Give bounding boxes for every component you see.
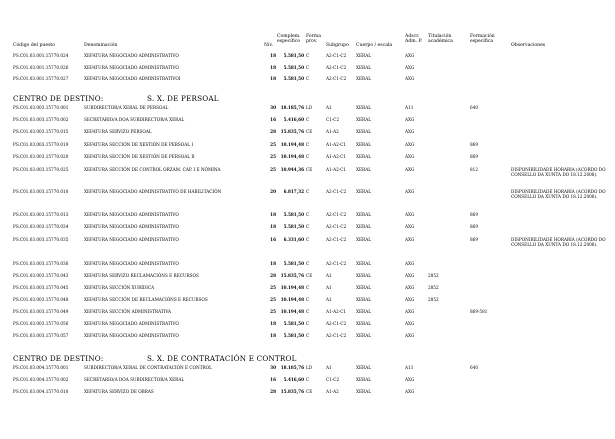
cell-adscripcion: AXG bbox=[405, 117, 415, 122]
cell-denominacion: XEFATURA SECCIÓN DE CONTROL ORZAM. CAP. I E NÓMINA bbox=[84, 167, 221, 172]
cell-denominacion: XEFATURA NEGOCIADO ADMINISTRATIVO bbox=[84, 237, 179, 242]
cell-adscripcion: AXG bbox=[405, 309, 415, 314]
header-forma: Forma prov. bbox=[306, 34, 321, 45]
cell-corpo: XERAL bbox=[356, 142, 371, 147]
cell-adscripcion: AXG bbox=[405, 224, 415, 229]
cell-forma: C bbox=[306, 309, 310, 314]
cell-corpo: XERAL bbox=[356, 167, 371, 172]
cell-complemento: 6.331,60 bbox=[283, 237, 304, 242]
cell-code: PS.C01.03.003.15770.049 bbox=[13, 309, 69, 314]
cell-complemento: 5.581,50 bbox=[283, 333, 304, 338]
cell-corpo: XERAL bbox=[356, 377, 371, 382]
cell-corpo: XERAL bbox=[356, 261, 371, 266]
cell-complemento: 5.416,60 bbox=[283, 117, 304, 122]
cell-adscripcion: AXG bbox=[405, 167, 415, 172]
cell-forma: CE bbox=[306, 389, 313, 394]
cell-forma: CE bbox=[306, 129, 313, 134]
cell-subgrupo: C1-C2 bbox=[326, 377, 340, 382]
cell-formacion: 812 bbox=[470, 167, 478, 172]
cell-code: PS.C01.03.003.15770.048 bbox=[13, 297, 69, 302]
cell-complemento: 10.194,48 bbox=[280, 297, 304, 302]
cell-forma: C bbox=[306, 53, 310, 58]
cell-code: PS.C01.03.003.15770.043 bbox=[13, 273, 69, 278]
cell-corpo: XERAL bbox=[356, 237, 371, 242]
cell-adscripcion: AXG bbox=[405, 261, 415, 266]
cell-niv: 18 bbox=[270, 321, 276, 326]
cell-corpo: XERAL bbox=[356, 65, 371, 70]
cell-niv: 18 bbox=[270, 76, 276, 81]
cell-code: PS.C01.03.004.15770.002 bbox=[13, 377, 69, 382]
cell-complemento: 5.416,60 bbox=[283, 377, 304, 382]
cell-niv: 25 bbox=[270, 297, 276, 302]
cell-denominacion: XEFATURA SECCIÓN ADMINISTRATIVA bbox=[84, 309, 172, 314]
header-subgrupo: Subgrupo bbox=[326, 43, 349, 48]
cell-complemento: 15.835,76 bbox=[280, 273, 304, 278]
cell-complemento: 10.194,48 bbox=[280, 309, 304, 314]
cell-adscripcion: AXG bbox=[405, 273, 415, 278]
cell-corpo: XERAL bbox=[356, 189, 371, 194]
cell-formacion: 869-581 bbox=[470, 309, 488, 314]
cell-complemento: 5.581,50 bbox=[283, 53, 304, 58]
cell-corpo: XERAL bbox=[356, 117, 371, 122]
cell-subgrupo: A2-C1-C2 bbox=[326, 65, 347, 70]
header-observaciones: Observaciones bbox=[511, 43, 546, 48]
cell-corpo: XERAL bbox=[356, 309, 371, 314]
cell-subgrupo: A1 bbox=[326, 297, 332, 302]
cell-adscripcion: AXG bbox=[405, 65, 415, 70]
cell-observaciones: DISPONIBILIDADE HORARIA (ACORDO DO CONSELLO DA XUNTA DO 18.12.2008). bbox=[511, 189, 606, 199]
cell-subgrupo: A2-C1-C2 bbox=[326, 261, 347, 266]
cell-forma: C bbox=[306, 333, 310, 338]
cell-code: PS.C01.03.003.15770.020 bbox=[13, 154, 69, 159]
cell-forma: C bbox=[306, 237, 310, 242]
cell-subgrupo: A2-C1-C2 bbox=[326, 189, 347, 194]
cell-forma: LD bbox=[306, 365, 313, 370]
cell-formacion: 640 bbox=[470, 365, 478, 370]
cell-denominacion: XEFATURA SECCIÓN DE XESTIÓN DE PERSOAL I bbox=[84, 142, 194, 147]
cell-corpo: XERAL bbox=[356, 273, 371, 278]
cell-code: PS.C01.03.004.15770.010 bbox=[13, 389, 69, 394]
cell-subgrupo: A1-A2-C1 bbox=[326, 309, 347, 314]
cell-code: PS.C01.03.003.15770.002 bbox=[13, 117, 69, 122]
cell-forma: C bbox=[306, 321, 310, 326]
cell-adscripcion: AXG bbox=[405, 389, 415, 394]
cell-subgrupo: A1 bbox=[326, 365, 332, 370]
cell-code: PS.C01.03.001.15770.026 bbox=[13, 65, 69, 70]
cell-denominacion: XEFATURA SERVIZO RECLAMACIÓNS E RECURSOS bbox=[84, 273, 199, 278]
cell-niv: 18 bbox=[270, 261, 276, 266]
cell-titulacion: 2852 bbox=[428, 297, 439, 302]
cell-niv: 18 bbox=[270, 212, 276, 217]
section-label: CENTRO DE DESTINO: bbox=[13, 94, 104, 103]
cell-code: PS.C01.03.003.15770.015 bbox=[13, 129, 69, 134]
cell-code: PS.C01.03.003.15770.019 bbox=[13, 142, 69, 147]
cell-forma: C bbox=[306, 142, 310, 147]
cell-forma: C bbox=[306, 261, 310, 266]
cell-forma: C bbox=[306, 76, 310, 81]
cell-formacion: 869 bbox=[470, 224, 478, 229]
cell-subgrupo: A2-C1-C2 bbox=[326, 76, 347, 81]
cell-adscripcion: A11 bbox=[405, 365, 414, 370]
cell-forma: C bbox=[306, 377, 310, 382]
cell-niv: 28 bbox=[270, 129, 276, 134]
cell-code: PS.C01.03.003.15770.036 bbox=[13, 261, 69, 266]
cell-formacion: 869 bbox=[470, 212, 478, 217]
cell-complemento: 5.581,50 bbox=[283, 65, 304, 70]
cell-subgrupo: A1-A2-C1 bbox=[326, 154, 347, 159]
cell-subgrupo: A2-C1-C2 bbox=[326, 333, 347, 338]
cell-complemento: 10.194,48 bbox=[280, 285, 304, 290]
cell-niv: 30 bbox=[270, 365, 276, 370]
cell-adscripcion: AXG bbox=[405, 76, 415, 81]
cell-subgrupo: A1 bbox=[326, 285, 332, 290]
cell-corpo: XERAL bbox=[356, 365, 371, 370]
cell-adscripcion: AXG bbox=[405, 377, 415, 382]
cell-corpo: XERAL bbox=[356, 297, 371, 302]
cell-forma: C bbox=[306, 285, 310, 290]
cell-complemento: 5.581,50 bbox=[283, 224, 304, 229]
cell-subgrupo: A1 bbox=[326, 105, 332, 110]
cell-niv: 16 bbox=[270, 237, 276, 242]
cell-niv: 28 bbox=[270, 389, 276, 394]
cell-formacion: 869 bbox=[470, 154, 478, 159]
cell-adscripcion: AXG bbox=[405, 53, 415, 58]
cell-complemento: 10.194,48 bbox=[280, 154, 304, 159]
cell-denominacion: XEFATURA NEGOCIADO ADMINISTRATIVO DE HABILITACIÓN bbox=[84, 189, 222, 194]
cell-adscripcion: A11 bbox=[405, 105, 414, 110]
cell-denominacion: XEFATURA SECCIÓN DE RECLAMACIÓNS E RECURSOS bbox=[84, 297, 208, 302]
cell-adscripcion: AXG bbox=[405, 333, 415, 338]
cell-adscripcion: AXG bbox=[405, 297, 415, 302]
cell-complemento: 10.944,36 bbox=[280, 167, 304, 172]
cell-denominacion: SECRETARIO/A DOA SUBDIRECTOR/A XERAL bbox=[84, 117, 185, 122]
cell-adscripcion: AXG bbox=[405, 285, 415, 290]
cell-code: PS.C01.03.003.15770.025 bbox=[13, 167, 69, 172]
cell-complemento: 15.835,76 bbox=[280, 389, 304, 394]
cell-formacion: 869 bbox=[470, 142, 478, 147]
cell-subgrupo: A1 bbox=[326, 273, 332, 278]
cell-code: PS.C01.03.003.15770.001 bbox=[13, 105, 69, 110]
cell-adscripcion: AXG bbox=[405, 321, 415, 326]
cell-denominacion: XEFATURA SECCIÓN XURÍDICA bbox=[84, 285, 155, 290]
cell-subgrupo: A2-C1-C2 bbox=[326, 212, 347, 217]
cell-niv: 28 bbox=[270, 273, 276, 278]
cell-subgrupo: A2-C1-C2 bbox=[326, 224, 347, 229]
cell-forma: C bbox=[306, 117, 310, 122]
cell-subgrupo: A1-A2-C1 bbox=[326, 167, 347, 172]
cell-adscripcion: AXG bbox=[405, 154, 415, 159]
cell-code: PS.C01.03.003.15770.013 bbox=[13, 212, 69, 217]
cell-corpo: XERAL bbox=[356, 105, 371, 110]
cell-code: PS.C01.03.001.15770.024 bbox=[13, 53, 69, 58]
cell-corpo: XERAL bbox=[356, 212, 371, 217]
cell-corpo: XERAL bbox=[356, 321, 371, 326]
cell-formacion: 640 bbox=[470, 105, 478, 110]
cell-niv: 18 bbox=[270, 333, 276, 338]
header-denominacion: Denominación bbox=[84, 43, 118, 48]
header-formacion: Formación específica bbox=[470, 34, 495, 45]
cell-forma: C bbox=[306, 297, 310, 302]
header-titulacion: Titulación académica bbox=[428, 34, 453, 45]
cell-complemento: 5.581,50 bbox=[283, 321, 304, 326]
cell-corpo: XERAL bbox=[356, 285, 371, 290]
cell-niv: 25 bbox=[270, 167, 276, 172]
cell-code: PS.C01.03.003.15770.057 bbox=[13, 333, 69, 338]
cell-subgrupo: A2-C1-C2 bbox=[326, 53, 347, 58]
cell-denominacion: SUBDIRECTOR/A XERAL DE PERSOAL bbox=[84, 105, 169, 110]
cell-complemento: 5.581,50 bbox=[283, 76, 304, 81]
cell-corpo: XERAL bbox=[356, 333, 371, 338]
cell-code: PS.C01.03.003.15770.034 bbox=[13, 224, 69, 229]
cell-code: PS.C01.03.004.15770.001 bbox=[13, 365, 69, 370]
cell-corpo: XERAL bbox=[356, 53, 371, 58]
cell-denominacion: XEFATURA NEGOCIADO ADMINISTRATIVOI bbox=[84, 76, 181, 81]
cell-denominacion: SECRETARIO/A DOA SUBDIRECTOR/A XERAL bbox=[84, 377, 185, 382]
cell-code: PS.C01.03.003.15770.045 bbox=[13, 285, 69, 290]
cell-code: PS.C01.03.003.15770.010 bbox=[13, 189, 69, 194]
cell-subgrupo: A2-C1-C2 bbox=[326, 321, 347, 326]
cell-denominacion: XEFATURA NEGOCIADO ADMINISTRATIVO bbox=[84, 53, 179, 58]
cell-code: PS.C01.03.003.15770.035 bbox=[13, 237, 69, 242]
cell-denominacion: XEFATURA NEGOCIADO ADMINISTRATIVO bbox=[84, 65, 179, 70]
cell-niv: 16 bbox=[270, 377, 276, 382]
cell-niv: 25 bbox=[270, 285, 276, 290]
cell-adscripcion: AXG bbox=[405, 212, 415, 217]
cell-denominacion: XEFATURA SECCIÓN DE XESTIÓN DE PERSOAL II bbox=[84, 154, 195, 159]
cell-corpo: XERAL bbox=[356, 224, 371, 229]
cell-denominacion: XEFATURA NEGOCIADO ADMINISTRATIVO bbox=[84, 321, 179, 326]
cell-corpo: XERAL bbox=[356, 154, 371, 159]
cell-niv: 25 bbox=[270, 154, 276, 159]
cell-adscripcion: AXG bbox=[405, 129, 415, 134]
cell-adscripcion: AXG bbox=[405, 189, 415, 194]
cell-adscripcion: AXG bbox=[405, 142, 415, 147]
cell-complemento: 6.817,32 bbox=[283, 189, 304, 194]
cell-forma: C bbox=[306, 224, 310, 229]
section-label: CENTRO DE DESTINO: bbox=[13, 354, 104, 363]
cell-observaciones: DISPONIBILIDADE HORARIA (ACORDO DO CONSELLO DA XUNTA DO 18.12.2008). bbox=[511, 237, 606, 247]
cell-niv: 18 bbox=[270, 65, 276, 70]
cell-forma: CE bbox=[306, 167, 313, 172]
cell-subgrupo: A1-A2 bbox=[326, 129, 339, 134]
cell-subgrupo: A2-C1-C2 bbox=[326, 237, 347, 242]
cell-niv: 30 bbox=[270, 105, 276, 110]
cell-complemento: 5.581,50 bbox=[283, 261, 304, 266]
cell-corpo: XERAL bbox=[356, 129, 371, 134]
cell-forma: LD bbox=[306, 105, 313, 110]
cell-formacion: 869 bbox=[470, 237, 478, 242]
cell-subgrupo: C1-C2 bbox=[326, 117, 340, 122]
header-niv: Niv. bbox=[264, 43, 273, 48]
cell-titulacion: 2852 bbox=[428, 273, 439, 278]
cell-denominacion: XEFATURA SERVIZO DE OBRAS bbox=[84, 389, 154, 394]
cell-niv: 16 bbox=[270, 117, 276, 122]
cell-observaciones: DISPONIBILIDADE HORARIA (ACORDO DO CONSELLO DA XUNTA DO 18.12.2008). bbox=[511, 167, 606, 177]
cell-complemento: 15.835,76 bbox=[280, 129, 304, 134]
cell-denominacion: XEFATURA SERVIZO PERSOAL bbox=[84, 129, 152, 134]
cell-code: PS.C01.03.003.15770.056 bbox=[13, 321, 69, 326]
cell-denominacion: SUBDIRECTOR/A XERAL DE CONTRATACIÓN E CONTROL bbox=[84, 365, 212, 370]
cell-forma: C bbox=[306, 212, 310, 217]
cell-forma: CE bbox=[306, 273, 313, 278]
cell-niv: 18 bbox=[270, 224, 276, 229]
cell-denominacion: XEFATURA NEGOCIADO ADMINISTRATIVO bbox=[84, 333, 179, 338]
header-corpo: Cuerpo / escala bbox=[356, 43, 393, 48]
cell-niv: 18 bbox=[270, 53, 276, 58]
header-complemento: Complem. específico bbox=[277, 34, 301, 45]
cell-titulacion: 2852 bbox=[428, 285, 439, 290]
cell-denominacion: XEFATURA NEGOCIADO ADMINISTRATIVO bbox=[84, 224, 179, 229]
cell-denominacion: XEFATURA NEGOCIADO ADMINISTRATIVO bbox=[84, 261, 179, 266]
cell-corpo: XERAL bbox=[356, 389, 371, 394]
cell-complemento: 5.581,50 bbox=[283, 212, 304, 217]
cell-subgrupo: A1-A2-C1 bbox=[326, 142, 347, 147]
cell-complemento: 18.185,76 bbox=[280, 105, 304, 110]
cell-adscripcion: AXG bbox=[405, 237, 415, 242]
header-code: Código del puesto bbox=[13, 43, 56, 48]
section-name: S. X. DE CONTRATACIÓN E CONTROL bbox=[147, 354, 297, 363]
cell-complemento: 10.194,48 bbox=[280, 142, 304, 147]
cell-denominacion: XEFATURA NEGOCIADO ADMINISTRATIVO bbox=[84, 212, 179, 217]
cell-niv: 25 bbox=[270, 309, 276, 314]
section-name: S. X. DE PERSOAL bbox=[147, 94, 219, 103]
cell-corpo: XERAL bbox=[356, 76, 371, 81]
cell-niv: 25 bbox=[270, 142, 276, 147]
cell-complemento: 18.185,76 bbox=[280, 365, 304, 370]
header-adscripcion: Adscr. Adm. P. bbox=[405, 34, 423, 45]
cell-forma: C bbox=[306, 154, 310, 159]
cell-code: PS.C01.03.001.15770.027 bbox=[13, 76, 69, 81]
cell-niv: 20 bbox=[270, 189, 276, 194]
cell-forma: C bbox=[306, 65, 310, 70]
cell-subgrupo: A1-A2 bbox=[326, 389, 339, 394]
cell-forma: C bbox=[306, 189, 310, 194]
